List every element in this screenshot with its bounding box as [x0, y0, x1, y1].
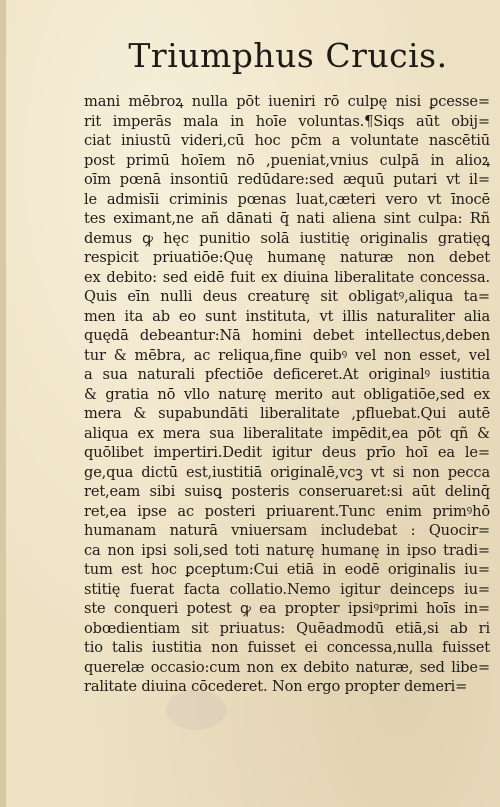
text-line: demus ꝙ hęc punitio solā iustitię originalis gratięꝗ [84, 229, 490, 247]
text-line: ge,qua dictū est,iustitiā originalē,vcꝫ vt si non pecca [84, 463, 490, 481]
text-line: tes eximant,ne añ dānati q̄ nati aliena sint culpa: Rñ [84, 210, 490, 227]
text-line: rit imperās mala in hoīe voluntas.¶Siqs aūt obij= [84, 112, 490, 130]
text-line: quōlibet impertiri.Dedit igitur deus prīo hoī ea le= [84, 444, 490, 461]
text-line: ste conqueri potest ꝙ ea propter ipsiꝰprimi hoīs in= [84, 600, 490, 617]
running-head: Triumphus Crucis. [128, 36, 448, 75]
text-line: mani mēbroꝝ nulla pōt iueniri rō culpę nisi ꝑcesse= [84, 93, 490, 110]
text-line: oīm pœnā insontiū redūdare:sed æquū putari vt il= [84, 171, 490, 188]
text-line: a sua naturali pfectiōe deficeret.At originalꝰ iustitia [84, 366, 490, 383]
text-line: quędā debeantur:Nā homini debet intellectus,deben [84, 327, 490, 344]
text-line: respicit priuatiōe:Quę humanę naturæ non debet [84, 249, 490, 266]
text-line: & gratia nō vllo naturę merito aut obligatiōe,sed ex [84, 385, 490, 403]
text-line: aliqua ex mera sua liberalitate impēdit,ea pōt qñ & [84, 424, 490, 442]
text-line: men ita ab eo sunt instituta, vt illis naturaliter alia [84, 307, 490, 325]
text-line: ret,ea ipse ac posteri priuarent.Tunc enim primꝰhō [84, 502, 490, 520]
text-line: humanam naturā vniuersam includebat : Quocir= [84, 522, 490, 539]
paper-stain [166, 690, 226, 730]
body-text [84, 92, 490, 697]
text-line: mera & supabundāti liberalitate ,pfluebat.Qui autē [84, 405, 490, 422]
text-line: tum est hoc ꝑceptum:Cui etiā in eodē originalis iu= [84, 561, 490, 578]
text-line: querelæ occasio:cum non ex debito naturæ, sed libe= [84, 658, 490, 676]
text-line: stitię fuerat facta collatio.Nemo igitur deinceps iu= [84, 580, 490, 598]
text-line: tio talis iustitia non fuisset ei concessa,nulla fuisset [84, 639, 490, 656]
text-line: obœdientiam sit priuatus: Quēadmodū etiā,si ab ri [84, 619, 490, 637]
text-line: ca non ipsi soli,sed toti naturę humanę in ipso tradi= [84, 541, 490, 559]
text-line: Quis eīn nulli deus creaturę sit obligatꝰ,aliqua ta= [84, 288, 490, 305]
text-line: post primū hoīem nō ,pueniat,vnius culpā in alioꝝ [84, 151, 490, 169]
text-line: tur & mēbra, ac reliqua,fine quibꝰ vel non esset, vel [84, 346, 490, 364]
text-line: le admisīi criminis pœnas luat,cæteri vero vt īnocē [84, 190, 490, 208]
text-line: ciat iniustū videri,cū hoc pc̄m a voluntate nascētiū [84, 132, 490, 149]
text-line: ex debito: sed eidē fuit ex diuina liberalitate concessa. [84, 268, 490, 286]
text-line: ret,eam sibi suisꝗ posteris conseruaret:si aūt delinq̄ [84, 483, 490, 500]
text-line: ralitate diuina cōcederet. Non ergo propter demeri= [84, 678, 468, 695]
